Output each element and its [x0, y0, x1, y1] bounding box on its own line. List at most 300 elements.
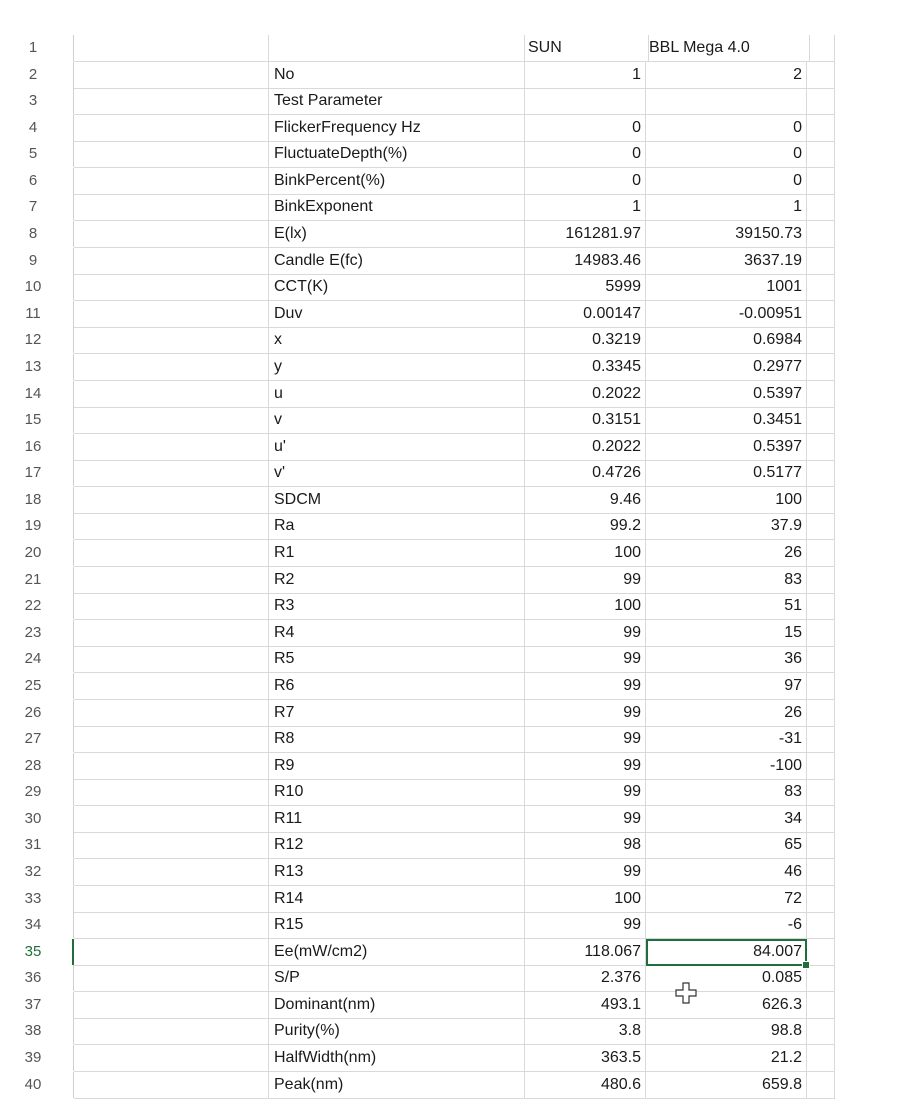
row-number-text: 28 — [24, 756, 42, 774]
row-number[interactable] — [0, 912, 74, 938]
cell-e[interactable] — [807, 620, 835, 647]
row-number[interactable] — [0, 886, 74, 912]
parameter-cell[interactable]: Purity(%) — [269, 1018, 525, 1045]
bbl-value-cell[interactable] — [646, 1045, 807, 1072]
cell-e[interactable] — [807, 832, 835, 859]
cell-a[interactable] — [74, 513, 269, 540]
cell-a[interactable] — [74, 327, 269, 354]
row-number[interactable] — [0, 540, 74, 566]
cell-e[interactable] — [807, 248, 835, 275]
row-number-text: 31 — [24, 836, 42, 854]
sun-value-cell[interactable] — [525, 646, 646, 673]
row-number[interactable] — [0, 1045, 74, 1071]
parameter-cell[interactable]: HalfWidth(nm) — [269, 1045, 525, 1072]
table-row — [0, 513, 904, 540]
cell-a[interactable] — [74, 992, 269, 1019]
bbl-value-cell[interactable] — [646, 965, 807, 992]
table-row — [0, 700, 904, 727]
sun-value-cell-text: 99 — [623, 756, 641, 774]
sun-value-cell[interactable] — [525, 593, 646, 620]
parameter-cell[interactable]: BinkPercent(%) — [269, 168, 525, 195]
cell-e[interactable] — [807, 992, 835, 1019]
sun-value-cell-text: 99.2 — [609, 517, 641, 535]
bbl-value-cell[interactable] — [646, 274, 807, 301]
sun-value-cell[interactable] — [525, 779, 646, 806]
sun-value-cell[interactable] — [525, 221, 646, 248]
row-number[interactable] — [0, 327, 74, 353]
bbl-value-cell[interactable] — [646, 859, 807, 886]
cell-a[interactable] — [74, 487, 269, 514]
cell-a[interactable] — [74, 460, 269, 487]
sun-value-cell[interactable] — [525, 965, 646, 992]
cell-e[interactable] — [807, 540, 835, 567]
parameter-cell[interactable]: v — [269, 407, 525, 434]
bbl-value-cell[interactable] — [646, 593, 807, 620]
sun-value-cell[interactable] — [525, 939, 646, 966]
table-row — [0, 593, 904, 620]
parameter-cell[interactable]: Ee(mW/cm2) — [269, 939, 525, 966]
row-number[interactable] — [0, 115, 74, 141]
cell-e[interactable] — [807, 274, 835, 301]
bbl-value-cell[interactable] — [646, 513, 807, 540]
cell-a[interactable] — [74, 939, 269, 966]
table-row — [0, 673, 904, 700]
cell-a[interactable] — [74, 806, 269, 833]
bbl-value-cell[interactable] — [646, 115, 807, 142]
bbl-value-cell-text: 0.6984 — [753, 331, 802, 349]
row-number[interactable] — [0, 274, 74, 300]
parameter-cell[interactable]: SDCM — [269, 487, 525, 514]
sun-value-cell[interactable] — [525, 992, 646, 1019]
sun-value-cell-text: 5999 — [605, 278, 641, 296]
bbl-value-cell[interactable] — [646, 832, 807, 859]
cell-e[interactable] — [807, 700, 835, 727]
sun-value-cell[interactable] — [525, 407, 646, 434]
table-row — [0, 62, 904, 89]
sun-value-cell[interactable] — [525, 248, 646, 275]
bbl-value-cell-text: 98.8 — [770, 1022, 802, 1040]
cell-a[interactable] — [74, 274, 269, 301]
bbl-value-cell-text: 26 — [784, 703, 802, 721]
sun-value-cell[interactable] — [525, 168, 646, 195]
parameter-cell[interactable]: v' — [269, 460, 525, 487]
row-number-text: 6 — [28, 171, 38, 189]
sun-value-cell[interactable] — [525, 1072, 646, 1099]
sun-value-cell-text: 0 — [632, 118, 641, 136]
sun-value-cell[interactable] — [525, 832, 646, 859]
cell-a[interactable] — [74, 859, 269, 886]
cell-e[interactable] — [807, 513, 835, 540]
sun-value-cell[interactable] — [525, 513, 646, 540]
parameter-cell[interactable]: R4 — [269, 620, 525, 647]
cell-a[interactable] — [74, 673, 269, 700]
cell-a[interactable] — [74, 1045, 269, 1072]
cell-a[interactable] — [74, 700, 269, 727]
parameter-cell[interactable]: Candle E(fc) — [269, 248, 525, 275]
row-number[interactable] — [0, 806, 74, 832]
parameter-cell[interactable]: FluctuateDepth(%) — [269, 141, 525, 168]
bbl-value-cell[interactable] — [646, 992, 807, 1019]
cell-a[interactable] — [74, 381, 269, 408]
parameter-cell[interactable]: CCT(K) — [269, 274, 525, 301]
parameter-cell[interactable]: x — [269, 327, 525, 354]
parameter-cell[interactable]: R7 — [269, 700, 525, 727]
sun-value-cell-text: 100 — [614, 889, 641, 907]
cell-a[interactable] — [74, 620, 269, 647]
sun-value-cell[interactable] — [525, 381, 646, 408]
parameter-cell[interactable]: R6 — [269, 673, 525, 700]
cell-a[interactable] — [74, 248, 269, 275]
cell-e[interactable] — [807, 168, 835, 195]
cell-a[interactable] — [74, 726, 269, 753]
cell-cursor-icon — [674, 981, 698, 1005]
bbl-value-cell[interactable] — [646, 673, 807, 700]
cell-e[interactable] — [807, 939, 835, 966]
row-number[interactable] — [0, 859, 74, 885]
parameter-cell[interactable]: Dominant(nm) — [269, 992, 525, 1019]
parameter-cell[interactable]: R1 — [269, 540, 525, 567]
cell-a[interactable] — [74, 88, 269, 115]
cell-a[interactable] — [74, 646, 269, 673]
row-number-text: 34 — [24, 916, 42, 934]
sun-value-cell-text: 0.00147 — [583, 304, 641, 322]
sun-value-cell[interactable] — [525, 434, 646, 461]
parameter-cell[interactable]: R11 — [269, 806, 525, 833]
sun-value-cell[interactable] — [525, 62, 646, 89]
row-number-text: 32 — [24, 862, 42, 880]
cell-a[interactable] — [74, 141, 269, 168]
row-number[interactable] — [0, 700, 74, 726]
row-number[interactable] — [0, 62, 74, 88]
cell-a[interactable] — [74, 62, 269, 89]
cell-a[interactable] — [74, 779, 269, 806]
bbl-value-cell[interactable] — [646, 301, 807, 328]
cell-e[interactable] — [807, 434, 835, 461]
bbl-value-cell[interactable] — [646, 221, 807, 248]
row-number[interactable] — [0, 301, 74, 327]
bbl-value-cell[interactable] — [646, 141, 807, 168]
parameter-cell[interactable]: R15 — [269, 912, 525, 939]
bbl-value-cell-text: 1 — [793, 198, 802, 216]
sun-value-cell[interactable] — [525, 620, 646, 647]
cell-a[interactable] — [74, 540, 269, 567]
cell-e[interactable] — [807, 1018, 835, 1045]
row-number-text: 9 — [28, 251, 38, 269]
parameter-cell[interactable]: R3 — [269, 593, 525, 620]
cell-a[interactable] — [74, 912, 269, 939]
sun-value-cell-text: 0.2022 — [592, 384, 641, 402]
bbl-value-cell[interactable] — [646, 886, 807, 913]
bbl-value-cell[interactable] — [646, 168, 807, 195]
table-row — [0, 1018, 904, 1045]
bbl-value-cell[interactable] — [646, 540, 807, 567]
row-number[interactable] — [0, 939, 74, 965]
cell-a[interactable] — [74, 886, 269, 913]
parameter-cell[interactable]: Duv — [269, 301, 525, 328]
cell-a[interactable] — [74, 35, 269, 62]
cell-e[interactable] — [807, 115, 835, 142]
cell-e[interactable] — [807, 1045, 835, 1072]
cell-a[interactable] — [74, 301, 269, 328]
table-row — [0, 381, 904, 408]
bbl-value-cell[interactable] — [646, 407, 807, 434]
sun-value-cell[interactable] — [525, 487, 646, 514]
bbl-value-cell[interactable] — [646, 753, 807, 780]
bbl-value-cell[interactable] — [646, 248, 807, 275]
parameter-cell[interactable]: R8 — [269, 726, 525, 753]
parameter-cell[interactable]: y — [269, 354, 525, 381]
cell-e[interactable] — [807, 381, 835, 408]
parameter-cell[interactable]: R9 — [269, 753, 525, 780]
table-row — [0, 992, 904, 1019]
row-number-text: 11 — [25, 304, 41, 322]
row-number[interactable] — [0, 460, 74, 486]
row-number[interactable] — [0, 35, 74, 61]
cell-e[interactable] — [807, 141, 835, 168]
cell-e[interactable] — [807, 593, 835, 620]
bbl-value-cell[interactable] — [646, 354, 807, 381]
row-number[interactable] — [0, 779, 74, 805]
parameter-cell[interactable]: R13 — [269, 859, 525, 886]
cell-a[interactable] — [74, 832, 269, 859]
cell-e[interactable] — [807, 460, 835, 487]
cell-a[interactable] — [74, 434, 269, 461]
parameter-cell[interactable]: R10 — [269, 779, 525, 806]
cell-a[interactable] — [74, 221, 269, 248]
cell-a[interactable] — [74, 567, 269, 594]
bbl-value-cell[interactable] — [646, 487, 807, 514]
sun-value-cell[interactable] — [525, 726, 646, 753]
parameter-cell[interactable]: FlickerFrequency Hz — [269, 115, 525, 142]
row-number[interactable] — [0, 1018, 74, 1044]
parameter-cell[interactable]: R14 — [269, 886, 525, 913]
row-number-text: 20 — [24, 544, 42, 562]
row-number-text: 21 — [24, 570, 42, 588]
cell-a[interactable] — [74, 354, 269, 381]
sun-value-cell[interactable] — [525, 327, 646, 354]
row-number[interactable] — [0, 726, 74, 752]
row-number[interactable] — [0, 221, 74, 247]
cell-e[interactable] — [807, 301, 835, 328]
row-number[interactable] — [0, 354, 74, 380]
cell-a[interactable] — [74, 115, 269, 142]
sun-value-cell[interactable] — [525, 673, 646, 700]
row-number[interactable] — [0, 141, 74, 167]
row-number[interactable] — [0, 620, 74, 646]
parameter-cell[interactable]: Peak(nm) — [269, 1072, 525, 1099]
row-number[interactable] — [0, 513, 74, 539]
cell-a[interactable] — [74, 965, 269, 992]
sun-value-cell[interactable] — [525, 912, 646, 939]
parameter-cell[interactable]: R2 — [269, 567, 525, 594]
table-row — [0, 806, 904, 833]
row-number[interactable] — [0, 1072, 74, 1098]
sun-value-cell[interactable] — [525, 460, 646, 487]
bbl-value-cell[interactable] — [646, 567, 807, 594]
row-number-text: 8 — [28, 225, 38, 243]
parameter-cell[interactable]: u' — [269, 434, 525, 461]
cell-e[interactable] — [807, 327, 835, 354]
cell-a[interactable] — [74, 194, 269, 221]
bbl-value-cell[interactable] — [646, 912, 807, 939]
row-number-text: 30 — [24, 809, 42, 827]
cell-e[interactable] — [807, 646, 835, 673]
bbl-value-cell[interactable] — [646, 646, 807, 673]
cell-e[interactable] — [807, 1072, 835, 1099]
cell-e[interactable] — [807, 806, 835, 833]
table-row — [0, 115, 904, 142]
parameter-cell[interactable]: No — [269, 62, 525, 89]
bbl-value-cell[interactable] — [646, 194, 807, 221]
cell-e[interactable] — [807, 779, 835, 806]
bbl-value-cell[interactable] — [646, 62, 807, 89]
cell-a[interactable] — [74, 593, 269, 620]
cell-e[interactable] — [807, 62, 835, 89]
sun-value-cell[interactable] — [525, 700, 646, 727]
bbl-value-cell-text: 65 — [784, 836, 802, 854]
cell-a[interactable] — [74, 1072, 269, 1099]
cell-e[interactable] — [807, 673, 835, 700]
bbl-value-cell-text: 0.085 — [761, 969, 802, 987]
sun-value-cell[interactable] — [525, 115, 646, 142]
bbl-value-cell[interactable] — [646, 381, 807, 408]
table-row — [0, 859, 904, 886]
row-number[interactable] — [0, 381, 74, 407]
bbl-value-cell[interactable] — [646, 939, 807, 966]
bbl-value-cell[interactable] — [646, 1072, 807, 1099]
bbl-value-cell[interactable] — [646, 726, 807, 753]
bbl-value-cell[interactable] — [646, 327, 807, 354]
row-number-text: 33 — [24, 889, 42, 907]
row-number[interactable] — [0, 832, 74, 858]
sun-value-cell[interactable]: SUN — [525, 35, 649, 62]
table-row — [0, 141, 904, 168]
table-row — [0, 832, 904, 859]
sun-value-cell[interactable] — [525, 567, 646, 594]
row-number[interactable] — [0, 168, 74, 194]
sun-value-cell-text: 99 — [623, 730, 641, 748]
cell-e[interactable] — [807, 194, 835, 221]
row-number[interactable] — [0, 88, 74, 114]
parameter-cell[interactable] — [269, 35, 525, 62]
sun-value-cell[interactable] — [525, 88, 646, 115]
bbl-value-cell[interactable] — [646, 779, 807, 806]
table-row — [0, 939, 904, 966]
sun-value-cell-text: 100 — [614, 544, 641, 562]
row-number[interactable] — [0, 646, 74, 672]
sun-value-cell[interactable] — [525, 1018, 646, 1045]
sun-value-cell[interactable] — [525, 540, 646, 567]
sun-value-cell[interactable] — [525, 301, 646, 328]
parameter-cell[interactable]: E(lx) — [269, 221, 525, 248]
sun-value-cell[interactable] — [525, 354, 646, 381]
row-number[interactable] — [0, 965, 74, 991]
cell-e[interactable] — [807, 859, 835, 886]
row-number[interactable] — [0, 673, 74, 699]
sun-value-cell[interactable] — [525, 753, 646, 780]
row-number-text: 26 — [24, 703, 42, 721]
cell-e[interactable] — [807, 221, 835, 248]
sun-value-cell-text: 2.376 — [600, 969, 641, 987]
row-number[interactable] — [0, 407, 74, 433]
row-number-text: 23 — [24, 623, 42, 641]
sun-value-cell-text: 100 — [614, 597, 641, 615]
row-number[interactable] — [0, 992, 74, 1018]
bbl-value-cell-text: 100 — [775, 490, 802, 508]
bbl-value-cell[interactable] — [646, 1018, 807, 1045]
fill-handle[interactable] — [802, 961, 810, 969]
parameter-cell[interactable]: R5 — [269, 646, 525, 673]
sun-value-cell-text: 118.067 — [584, 942, 641, 960]
bbl-value-cell[interactable] — [646, 88, 807, 115]
sun-value-cell[interactable] — [525, 194, 646, 221]
cell-e[interactable] — [807, 753, 835, 780]
bbl-value-cell-text: 0.3451 — [753, 411, 802, 429]
row-number-text: 14 — [24, 384, 42, 402]
cell-e[interactable] — [807, 35, 835, 62]
row-number[interactable] — [0, 567, 74, 593]
spreadsheet-grid — [0, 35, 904, 1093]
row-number[interactable] — [0, 434, 74, 460]
bbl-value-cell[interactable]: BBL Mega 4.0 — [646, 35, 810, 62]
bbl-value-cell[interactable] — [646, 434, 807, 461]
cell-e[interactable] — [807, 354, 835, 381]
sun-value-cell[interactable] — [525, 886, 646, 913]
cell-e[interactable] — [807, 88, 835, 115]
sun-value-cell[interactable] — [525, 141, 646, 168]
bbl-value-cell[interactable] — [646, 806, 807, 833]
sun-value-cell[interactable] — [525, 1045, 646, 1072]
parameter-cell[interactable]: Test Parameter — [269, 88, 525, 115]
cell-e[interactable] — [807, 567, 835, 594]
cell-e[interactable] — [807, 407, 835, 434]
parameter-cell[interactable]: BinkExponent — [269, 194, 525, 221]
parameter-cell[interactable]: R12 — [269, 832, 525, 859]
cell-e[interactable] — [807, 912, 835, 939]
row-number[interactable] — [0, 194, 74, 220]
row-number-text: 24 — [24, 650, 42, 668]
cell-a[interactable] — [74, 168, 269, 195]
bbl-value-cell[interactable] — [646, 700, 807, 727]
parameter-cell[interactable]: Ra — [269, 513, 525, 540]
cell-e[interactable] — [807, 487, 835, 514]
bbl-value-cell[interactable] — [646, 460, 807, 487]
sun-value-cell-text: 99 — [623, 676, 641, 694]
row-number[interactable] — [0, 753, 74, 779]
bbl-value-cell-text: 0.5397 — [753, 437, 802, 455]
cell-e[interactable] — [807, 886, 835, 913]
cell-a[interactable] — [74, 407, 269, 434]
sun-value-cell[interactable] — [525, 274, 646, 301]
table-row — [0, 88, 904, 115]
parameter-cell[interactable]: u — [269, 381, 525, 408]
bbl-value-cell-text: 659.8 — [761, 1075, 802, 1093]
sun-value-cell[interactable] — [525, 806, 646, 833]
row-number[interactable] — [0, 487, 74, 513]
parameter-cell[interactable]: S/P — [269, 965, 525, 992]
sun-value-cell-text: 1 — [632, 198, 641, 216]
row-number[interactable] — [0, 593, 74, 619]
row-number-text: 5 — [28, 145, 38, 163]
bbl-value-cell[interactable] — [646, 620, 807, 647]
cell-e[interactable] — [807, 726, 835, 753]
cell-a[interactable] — [74, 1018, 269, 1045]
cell-e[interactable] — [807, 965, 835, 992]
sun-value-cell[interactable] — [525, 859, 646, 886]
row-number-text: 13 — [24, 357, 42, 375]
row-number[interactable] — [0, 248, 74, 274]
cell-a[interactable] — [74, 753, 269, 780]
